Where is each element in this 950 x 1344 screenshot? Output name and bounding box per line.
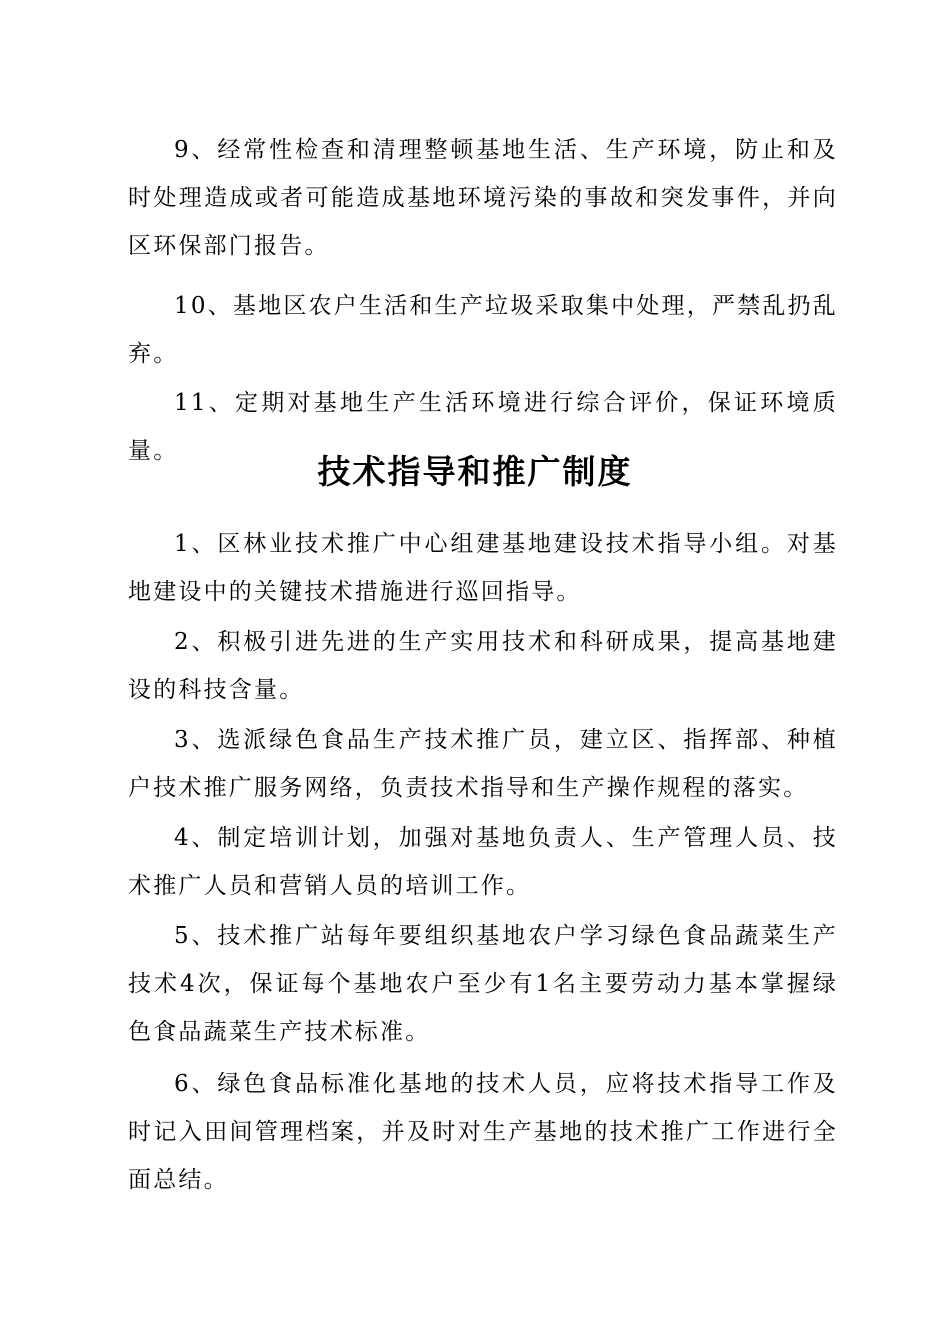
paragraph-item-11: 11、定期对基地生产生活环境进行综合评价，保证环境质量。 xyxy=(128,390,838,464)
paragraph-item-10: 10、基地区农户生活和生产垃圾采取集中处理，严禁乱扔乱弃。 xyxy=(128,293,838,367)
paragraph-item-1: 1、区林业技术推广中心组建基地建设技术指导小组。对基地建设中的关键技术措施进行巡回指导。 xyxy=(128,531,838,605)
paragraph-item-9: 9、经常性检查和清理整顿基地生活、生产环境，防止和及时处理造成或者可能造成基地环境污染的事故和突发事件，并向区环保部门报告。 xyxy=(128,137,838,259)
paragraph-item-4: 4、制定培训计划，加强对基地负责人、生产管理人员、技术推广人员和营销人员的培训工作。 xyxy=(128,825,838,899)
paragraph-item-3: 3、选派绿色食品生产技术推广员，建立区、指挥部、种植户技术推广服务网络，负责技术指导和生产操作规程的落实。 xyxy=(128,727,838,801)
paragraph-item-2: 2、积极引进先进的生产实用技术和科研成果，提高基地建设的科技含量。 xyxy=(128,629,838,703)
section-title: 技术指导和推广制度 xyxy=(317,452,633,491)
paragraph-item-6: 6、绿色食品标准化基地的技术人员，应将技术指导工作及时记入田间管理档案，并及时对生产基地的技术推广工作进行全面总结。 xyxy=(128,1071,838,1193)
paragraph-item-5: 5、技术推广站每年要组织基地农户学习绿色食品蔬菜生产技术4次，保证每个基地农户至少有1名主要劳动力基本掌握绿色食品蔬菜生产技术标准。 xyxy=(128,923,838,1045)
